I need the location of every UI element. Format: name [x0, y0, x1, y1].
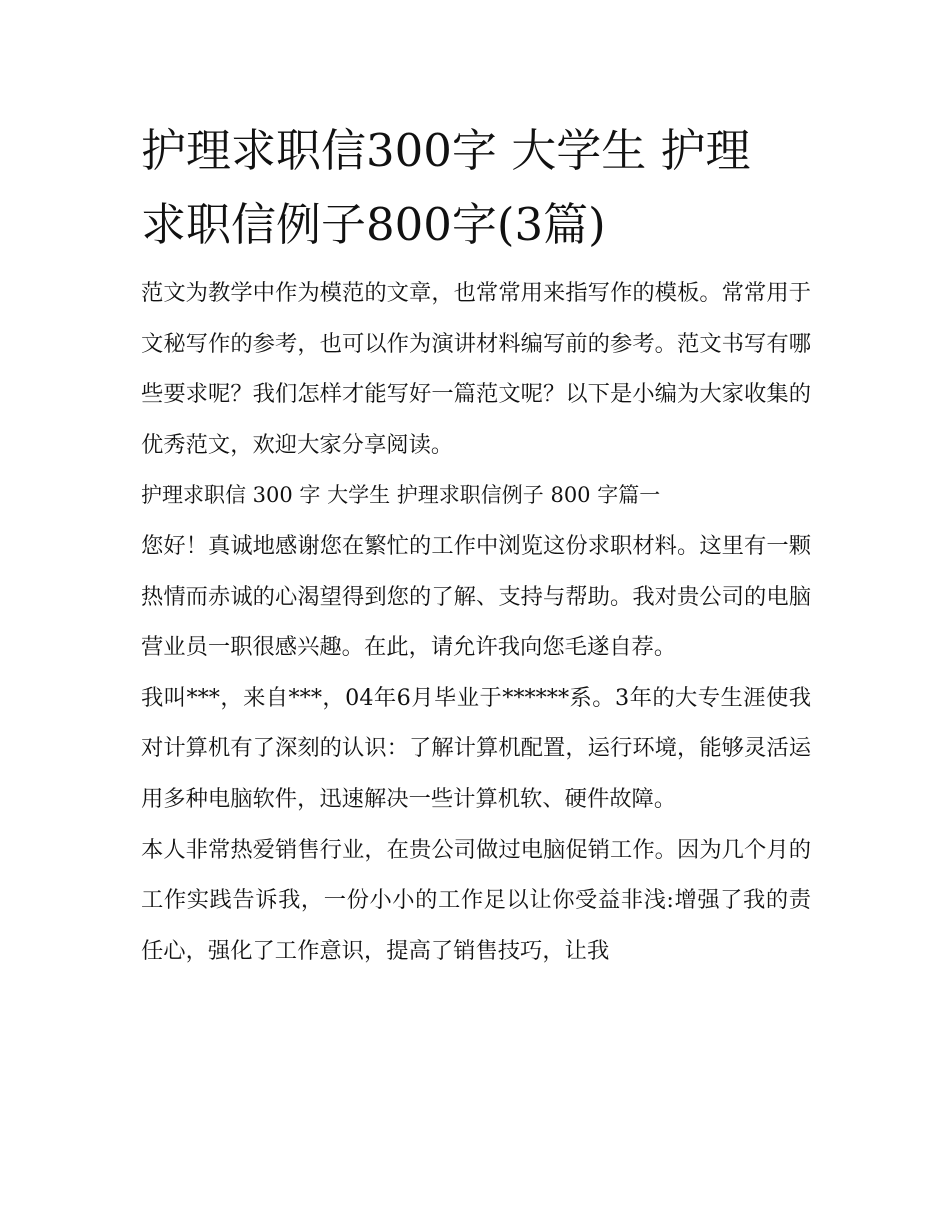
body-paragraph-3: 本人非常热爱销售行业，在贵公司做过电脑促销工作。因为几个月的工作实践告诉我，一份小小的工作足以让你受益非浅:增强了我的责任心，强化了工作意识，提高了销售技巧，让我	[141, 836, 811, 964]
document-title	[141, 114, 811, 262]
title-line-2: 求职信例子800字(3篇)	[141, 198, 606, 251]
document-body	[141, 114, 811, 976]
title-line-1: 护理求职信300字 大学生 护理	[141, 124, 751, 177]
section-heading: 护理求职信 300 字 大学生 护理求职信例子 800 字篇一	[141, 483, 661, 508]
intro-paragraph: 范文为教学中作为模范的文章，也常常用来指写作的模板。常常用于文秘写作的参考，也可以作为演讲材料编写前的参考。范文书写有哪些要求呢？我们怎样才能写好一篇范文呢？以下是小编为大家收集的优秀范文，欢迎大家分享阅读。	[141, 280, 811, 458]
body-paragraph-1: 您好！真诚地感谢您在繁忙的工作中浏览这份求职材料。这里有一颗热情而赤诚的心渴望得到您的了解、支持与帮助。我对贵公司的电脑营业员一职很感兴趣。在此，请允许我向您毛遂自荐。	[141, 532, 811, 661]
body-paragraph-2: 我叫***，来自***，04年6月毕业于******系。3年的大专生涯使我对计算机有了深刻的认识：了解计算机配置，运行环境，能够灵活运用多种电脑软件，迅速解决一些计算机软、硬件故障。	[141, 684, 811, 812]
